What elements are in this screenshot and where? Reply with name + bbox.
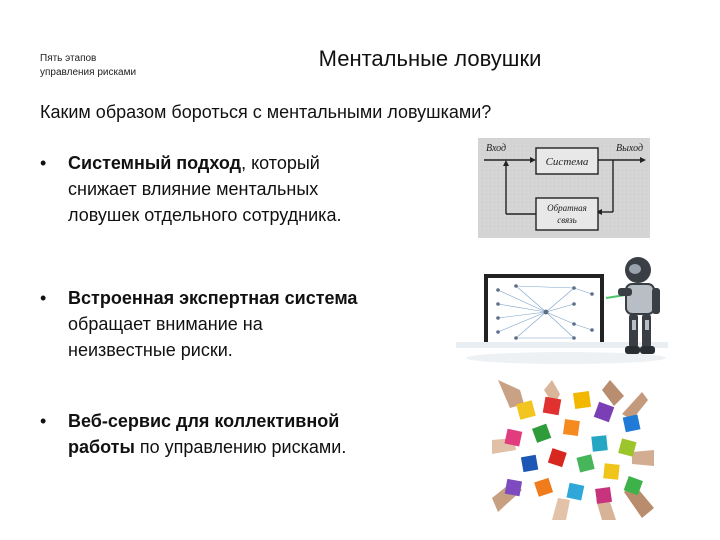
section-label-line2: управления рисками — [40, 67, 137, 78]
bullet-bold-text: Веб-сервис для коллективной — [68, 411, 340, 431]
bullet-line: ловушек отдельного сотрудника. — [68, 205, 342, 225]
bullet-dot: • — [40, 411, 47, 431]
section-label-line1: Пять этапов — [40, 53, 97, 64]
bullet-line: неизвестные риски. — [68, 340, 233, 360]
feedback-loop-diagram — [478, 138, 650, 238]
robot-with-network-screen-illustration — [456, 254, 668, 372]
bullet-web-service — [40, 408, 430, 468]
collaboration-puzzle-pieces-illustration — [492, 380, 654, 520]
bullet-rest-text: по управлению рисками. — [134, 437, 347, 457]
bullet-bold-text: Встроенная экспертная система — [68, 288, 358, 308]
bullet-dot: • — [40, 288, 47, 308]
diagram-input-label: Вход — [486, 143, 507, 154]
bullet-bold-text: работы — [68, 437, 135, 457]
bullet-text — [68, 408, 430, 460]
bullet-bold-text: Системный подход — [68, 153, 242, 173]
bullet-text — [68, 285, 430, 363]
diagram-output-label: Выход — [616, 143, 643, 154]
diagram-feedback-label: Обратная — [547, 203, 587, 213]
diagram-feedback-label-2: связь — [557, 215, 577, 225]
bullet-line: обращает внимание на — [68, 314, 263, 334]
slide-subtitle: Каким образом бороться с ментальными ловушками? — [40, 102, 492, 122]
bullet-expert-system — [40, 285, 430, 365]
bullet-systems-approach — [40, 150, 430, 230]
slide-title: Ментальные ловушки — [318, 46, 542, 71]
bullet-rest-text: , который — [241, 153, 320, 173]
diagram-system-label: Система — [545, 156, 589, 168]
bullet-text — [68, 150, 430, 228]
section-label — [40, 52, 136, 80]
bullet-dot: • — [40, 153, 47, 173]
bullet-line: снижает влияние ментальных — [68, 179, 319, 199]
